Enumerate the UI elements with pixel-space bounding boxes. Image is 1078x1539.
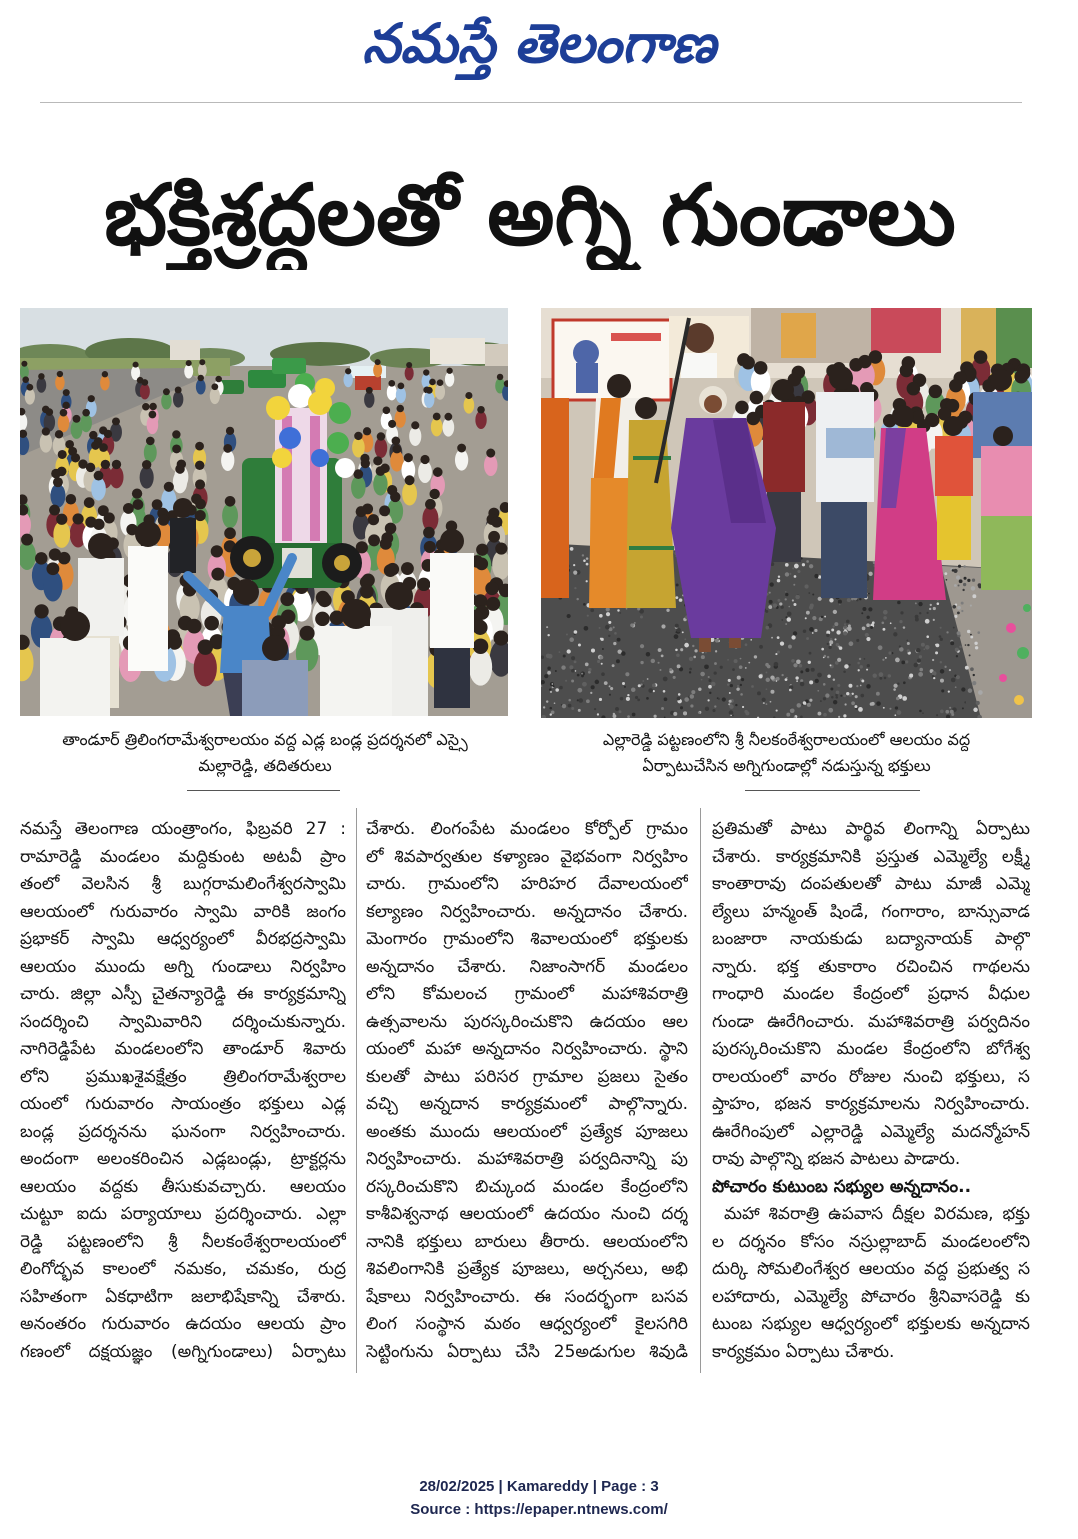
article-text-line: ప్తాహం, భజన కార్యక్రమాలను నిర్వహించారు. <box>712 1094 1030 1114</box>
article-text-line: షేకాలు నిర్వహించారు. ఈ సందర్భంగా బసవ <box>366 1286 688 1307</box>
page-footer <box>0 1475 1078 1521</box>
article-text-line: అనంతరం గురువారం ఉదయం ఆలయ ప్రాం <box>20 1314 346 1334</box>
article-text-line: నాగిరెడ్డిపేట మండలంలోని తాండూర్ శివారు <box>20 1039 346 1059</box>
article-text-line: కార్యక్రమం ఏర్పాటు చేశారు. <box>712 1341 895 1362</box>
article-text-line: ఉత్సవాలను పురస్కరించుకొని ఉదయం ఆల <box>366 1011 688 1032</box>
masthead-title: నమస్తే తెలంగాణ <box>362 12 716 75</box>
article-text-line: గుండా ఊరేగించారు. మహాశివరాత్రి పర్వదినం <box>712 1011 1030 1032</box>
article-text-line: అంతకు ముందు ఆలయంలో ప్రత్యేక పూజలు <box>366 1121 688 1142</box>
caption-divider <box>745 790 920 791</box>
article-text-line: చేశారు. కార్యక్రమానికి ప్రస్తుత ఎమ్మెల్యే లక్ష్మీ <box>712 846 1030 867</box>
article-text-line: మెంగారం గ్రామంలోని శివాలయంలో భక్తులకు <box>366 929 688 949</box>
footer-source: Source : https://epaper.ntnews.com/ <box>410 1501 668 1518</box>
article-text-line: రామారెడ్డి మండలం మద్దికుంట అటవీ ప్రాం <box>20 846 346 867</box>
article-text-line: బంజారా నాయకుడు బద్యానాయక్ పాల్గొ <box>712 929 1030 949</box>
masthead-divider <box>40 102 1022 103</box>
caption-line: తాండూర్ త్రిలింగరామేశ్వరాలయం వద్ద ఎడ్ల బండ్ల ప్రదర్శనలో ఎస్సై <box>62 730 468 749</box>
article-text-line: లోని కోమలంచ గ్రామంలో మహాశివరాత్రి <box>366 984 688 1004</box>
article-text-line: లింగ సంస్థాన మఠం ఆధ్వర్యంలో కైలసగిరి <box>366 1314 688 1334</box>
article-text-line: ఆలయంలో గురువారం స్వామి వారికి జంగం <box>20 901 346 922</box>
article-subheading: పోచారం కుటుంబ సభ్యుల అన్నదానం.. <box>712 1176 972 1197</box>
article-text-line: లోని ప్రముఖశైవక్షేత్రం త్రిలింగరామేశ్వరాల <box>20 1066 346 1087</box>
article-text-line: రావు పాల్గొన్ని భజన పాటలు పాడారు. <box>712 1149 961 1169</box>
article-text-line: సందర్శించి స్వామివారిని దర్శించుకున్నారు. <box>20 1011 346 1032</box>
headline: భక్తిశ్రద్ధలతో అగ్ని గుండాలు <box>104 166 956 264</box>
article-text-line: సహితంగా ఏకధాటిగా జలాభిషేకాన్ని చేశారు. <box>20 1286 346 1307</box>
article-text-line: ల్యేలు హన్మంత్ షిండే, గంగారాం, బాన్సువాడ <box>712 901 1030 922</box>
photo-caption-left <box>20 727 510 779</box>
photo-bullock-cart-procession <box>20 308 508 716</box>
man-right-white-shirt <box>430 529 474 708</box>
article-text-line: రాలయంలో వారం రోజుల నుంచి భక్తులు, స <box>712 1066 1030 1087</box>
article-text-line: అందంగా అలంకరించిన ఎడ్లబండ్లు, ట్రాక్టర్లను <box>20 1149 346 1169</box>
caption-line: ఎల్లారెడ్డి పట్టణంలోని శ్రీ నీలకంఠేశ్వరాలయంలో ఆలయం వద్ద <box>602 730 971 749</box>
column-divider <box>356 808 357 1373</box>
article-text-line: చారు. జిల్లా ఎస్పీ చైతన్యారెడ్డి ఈ కార్యక్రమాన్ని <box>20 984 346 1004</box>
article-text-line: లహాదారు, ఎమ్మెల్యే పోచారం శ్రీనివాసరెడ్డి కు <box>712 1286 1030 1307</box>
article-text-line: గణంలో దక్షయజ్ఞం (అగ్నిగుండాలు) ఏర్పాటు <box>20 1341 346 1362</box>
boy-in-orange-shirt <box>935 416 973 560</box>
article-column-2 <box>366 816 688 1366</box>
article-text-line: చేశారు. లింగంపేట మండలం కోర్పోల్ గ్రామం <box>366 819 688 839</box>
article-text-line: ల దర్శనం కోసం నస్రుల్లాబాద్ మండలంలోని <box>712 1231 1030 1252</box>
article-text-line: అన్నదానం చేశారు. నిజాంసాగర్ మండలం <box>366 956 688 977</box>
article-text-line: నానికి భక్తులు బారులు తీరారు. ఆలయంలోని <box>366 1231 688 1252</box>
article-text-line: మహా శివరాత్రి ఉపవాస దీక్షల విరమణ, భక్తు <box>724 1204 1030 1224</box>
article-text-line: నిర్వహించారు. మహాశివరాత్రి పర్వదినాన్ని పు <box>366 1149 688 1169</box>
article-text-line: కాంతారావు దంపతులతో పాటు మాజీ ఎమ్మె <box>712 874 1030 894</box>
man-in-black-shirt <box>170 498 196 573</box>
man-in-orange-sash-far-left <box>541 398 569 598</box>
article-text-line: ఆలయం ముందు అగ్ని గుండాలు నిర్వహిం <box>20 956 346 977</box>
article-text-line: ఊరేగింపులో ఎల్లారెడ్డి ఎమ్మెల్యే మదన్మోహన్ <box>712 1121 1030 1142</box>
article-text-line: కాశీవిశ్వనాథ ఆలయంలో ఉదయం నుంచి దర్శ <box>366 1204 688 1224</box>
article-text-line: గాంధారి మండల కేంద్రంలో ప్రధాన వీధుల <box>712 984 1030 1004</box>
article-text-line: చుట్టూ ఐదు పర్యాయాలు ప్రదర్శించారు. ఎల్లా <box>20 1204 346 1224</box>
caption-divider <box>187 790 340 791</box>
article-text-line: యంలో మహా అన్నదానం నిర్వహించారు. స్థాని <box>366 1039 688 1059</box>
article-text-line: కల్యాణం నిర్వహించారు. అన్నదానం చేశారు. <box>366 901 688 922</box>
article-text-line: కులతో పాటు పరిసర గ్రామాల ప్రజలు సైతం <box>366 1066 688 1087</box>
column-divider <box>700 808 701 1373</box>
article-text-line: ప్రతిమతో పాటు పార్థివ లింగాన్ని ఏర్పాటు <box>712 819 1030 839</box>
article-text-line: బండ్ల ప్రదర్శనను ఘనంగా నిర్వహించారు. <box>20 1121 346 1142</box>
article-text-line: ప్రభాకర్ స్వామి ఆధ్వర్యంలో వీరభద్రస్వామి <box>20 929 346 949</box>
article-text-line: లింగోద్భవ కాలంలో నమకం, చమకం, రుద్ర <box>20 1259 346 1279</box>
article-text-line: రస్కరించుకొని బిచ్కుంద మండల కేంద్రంలోని <box>366 1176 688 1197</box>
caption-line: ఏర్పాటుచేసిన అగ్నిగుండాల్లో నడుస్తున్న భక్తులు <box>642 756 931 775</box>
article-text-line: దుర్కి సోమలింగేశ్వర ఆలయం వద్ద ప్రభుత్వ స <box>712 1259 1030 1279</box>
footer-date-edition: 28/02/2025 | Kamareddy | Page : 3 <box>419 1478 659 1495</box>
article-text-line: లో శివపార్వతుల కళ్యాణం వైభవంగా నిర్వహిం <box>366 846 688 867</box>
article-column-1 <box>20 816 346 1366</box>
article-text-line: పురస్కరించుకొని మండల కేంద్రంలోని బోగేశ్వ <box>712 1039 1030 1059</box>
girl-in-green-dress <box>981 426 1032 590</box>
photo-caption-right <box>541 727 1032 779</box>
article-text-line: తంలో వెలసిన శ్రీ బుగ్గరామలింగేశ్వరస్వామి <box>20 874 346 894</box>
article-text-line: టుంబ సభ్యుల ఆధ్వర్యంలో భక్తులకు అన్నదాన <box>712 1314 1030 1334</box>
man-carrying-child <box>816 366 874 598</box>
caption-line: మల్లారెడ్డి, తదితరులు <box>198 756 332 775</box>
photo-fire-walk <box>541 308 1032 718</box>
article-text-line: ఆలయం వద్దకు తీసుకువచ్చారు. ఆలయం <box>20 1176 346 1197</box>
article-text-line: న్నారు. భక్త తుకారాం రచించిన గాథలను <box>712 956 1030 977</box>
article-text-line: యంలో గురువారం సాయంత్రం భక్తులు ఎడ్ల <box>20 1094 346 1114</box>
article-text-line: నమస్తే తెలంగాణ యంత్రాంగం, ఫిబ్రవరి 27 : <box>20 819 346 839</box>
article-text-line: చారు. గ్రామంలోని హరిహర దేవాలయంలో <box>366 874 688 894</box>
article-text-line: శివలింగానికి ప్రత్యేక పూజలు, అర్చనలు, అభి <box>366 1259 688 1279</box>
article-column-3 <box>712 816 1030 1366</box>
article-text-line: రెడ్డి పట్టణంలోని శ్రీ నీలకంఠేశ్వరాలయంలో <box>20 1231 346 1252</box>
article-text-line: వచ్చి అన్నదాన కార్యక్రమంలో పాల్గొన్నారు. <box>366 1094 688 1114</box>
article-text-line: సెట్టింగును ఏర్పాటు చేసి 25అడుగుల శివుడి <box>366 1341 688 1362</box>
